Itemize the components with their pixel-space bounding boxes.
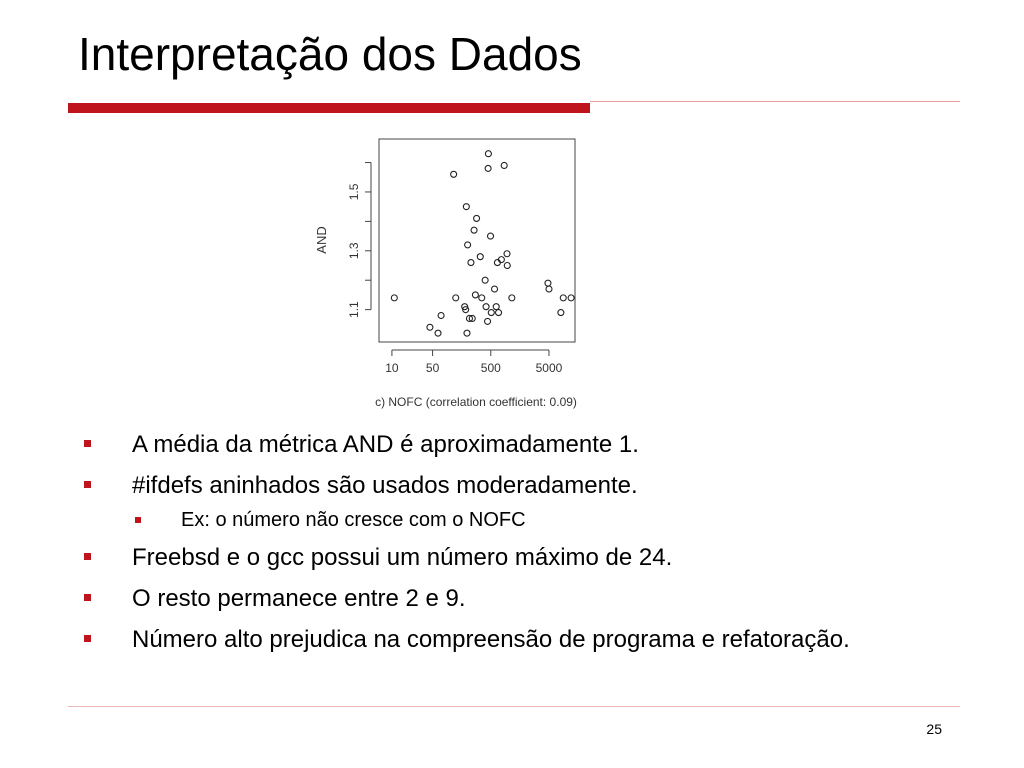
bullet-square-icon (84, 440, 91, 447)
data-point (568, 295, 574, 301)
data-point (546, 286, 552, 292)
y-tick-label: 1.3 (347, 242, 361, 260)
data-point (560, 295, 566, 301)
bullet-item (82, 471, 982, 500)
data-point (509, 295, 515, 301)
x-tick-label: 50 (425, 361, 440, 375)
x-axis (385, 350, 562, 375)
bullet-text: Ex: o número não cresce com o NOFC (181, 509, 526, 531)
data-point (465, 242, 471, 248)
bullet-list (82, 430, 982, 666)
slide-title: Interpretação dos Dados (78, 28, 582, 80)
data-point (471, 227, 477, 233)
data-point (472, 292, 478, 298)
bullet-square-icon (84, 481, 91, 488)
bullet-text: A média da métrica AND é aproximadamente 1. (132, 431, 639, 458)
data-point (485, 151, 491, 157)
data-point (496, 310, 502, 316)
bullet-text: Número alto prejudica na compreensão de programa e refatoração. (132, 626, 850, 653)
bullet-square-icon (84, 635, 91, 642)
data-point (492, 286, 498, 292)
plot-frame (379, 139, 575, 342)
data-point (504, 251, 510, 257)
x-tick-label: 500 (480, 361, 501, 375)
data-point (477, 254, 483, 260)
page-number: 25 (926, 721, 942, 737)
y-axis (347, 163, 371, 318)
data-point (488, 233, 494, 239)
bullet-item (82, 543, 982, 572)
scatter-chart (300, 128, 610, 418)
bullet-square-icon (135, 517, 141, 523)
footer-divider (68, 706, 960, 707)
y-axis-label: AND (314, 226, 329, 254)
data-point (463, 204, 469, 210)
data-point (485, 318, 491, 324)
data-point (453, 295, 459, 301)
data-point (545, 280, 551, 286)
data-point (464, 330, 470, 336)
y-tick-label: 1.1 (347, 301, 361, 318)
data-points (391, 151, 574, 336)
x-tick-label: 10 (385, 361, 399, 375)
data-point (482, 277, 488, 283)
data-point (468, 260, 474, 266)
bullet-square-icon (84, 594, 91, 601)
bullet-text: O resto permanece entre 2 e 9. (132, 585, 466, 612)
data-point (479, 295, 485, 301)
bullet-square-icon (84, 553, 91, 560)
data-point (438, 313, 444, 319)
data-point (501, 162, 507, 168)
data-point (474, 215, 480, 221)
data-point (493, 304, 499, 310)
data-point (483, 304, 489, 310)
data-point (435, 330, 441, 336)
y-tick-label: 1.5 (347, 183, 361, 201)
data-point (558, 310, 564, 316)
sub-bullet-item (82, 508, 982, 533)
x-tick-label: 5000 (535, 361, 563, 375)
data-point (485, 165, 491, 171)
bullet-item (82, 584, 982, 613)
data-point (504, 263, 510, 269)
chart-caption: c) NOFC (correlation coefficient: 0.09) (375, 395, 577, 409)
bullet-item (82, 625, 982, 654)
data-point (488, 310, 494, 316)
title-underline-thin (590, 101, 960, 102)
bullet-text: Freebsd e o gcc possui um número máximo de 24. (132, 544, 673, 571)
data-point (451, 171, 457, 177)
bullet-item (82, 430, 982, 459)
title-underline-accent (68, 103, 590, 113)
data-point (427, 324, 433, 330)
data-point (391, 295, 397, 301)
bullet-text: #ifdefs aninhados são usados moderadamente. (132, 472, 638, 499)
